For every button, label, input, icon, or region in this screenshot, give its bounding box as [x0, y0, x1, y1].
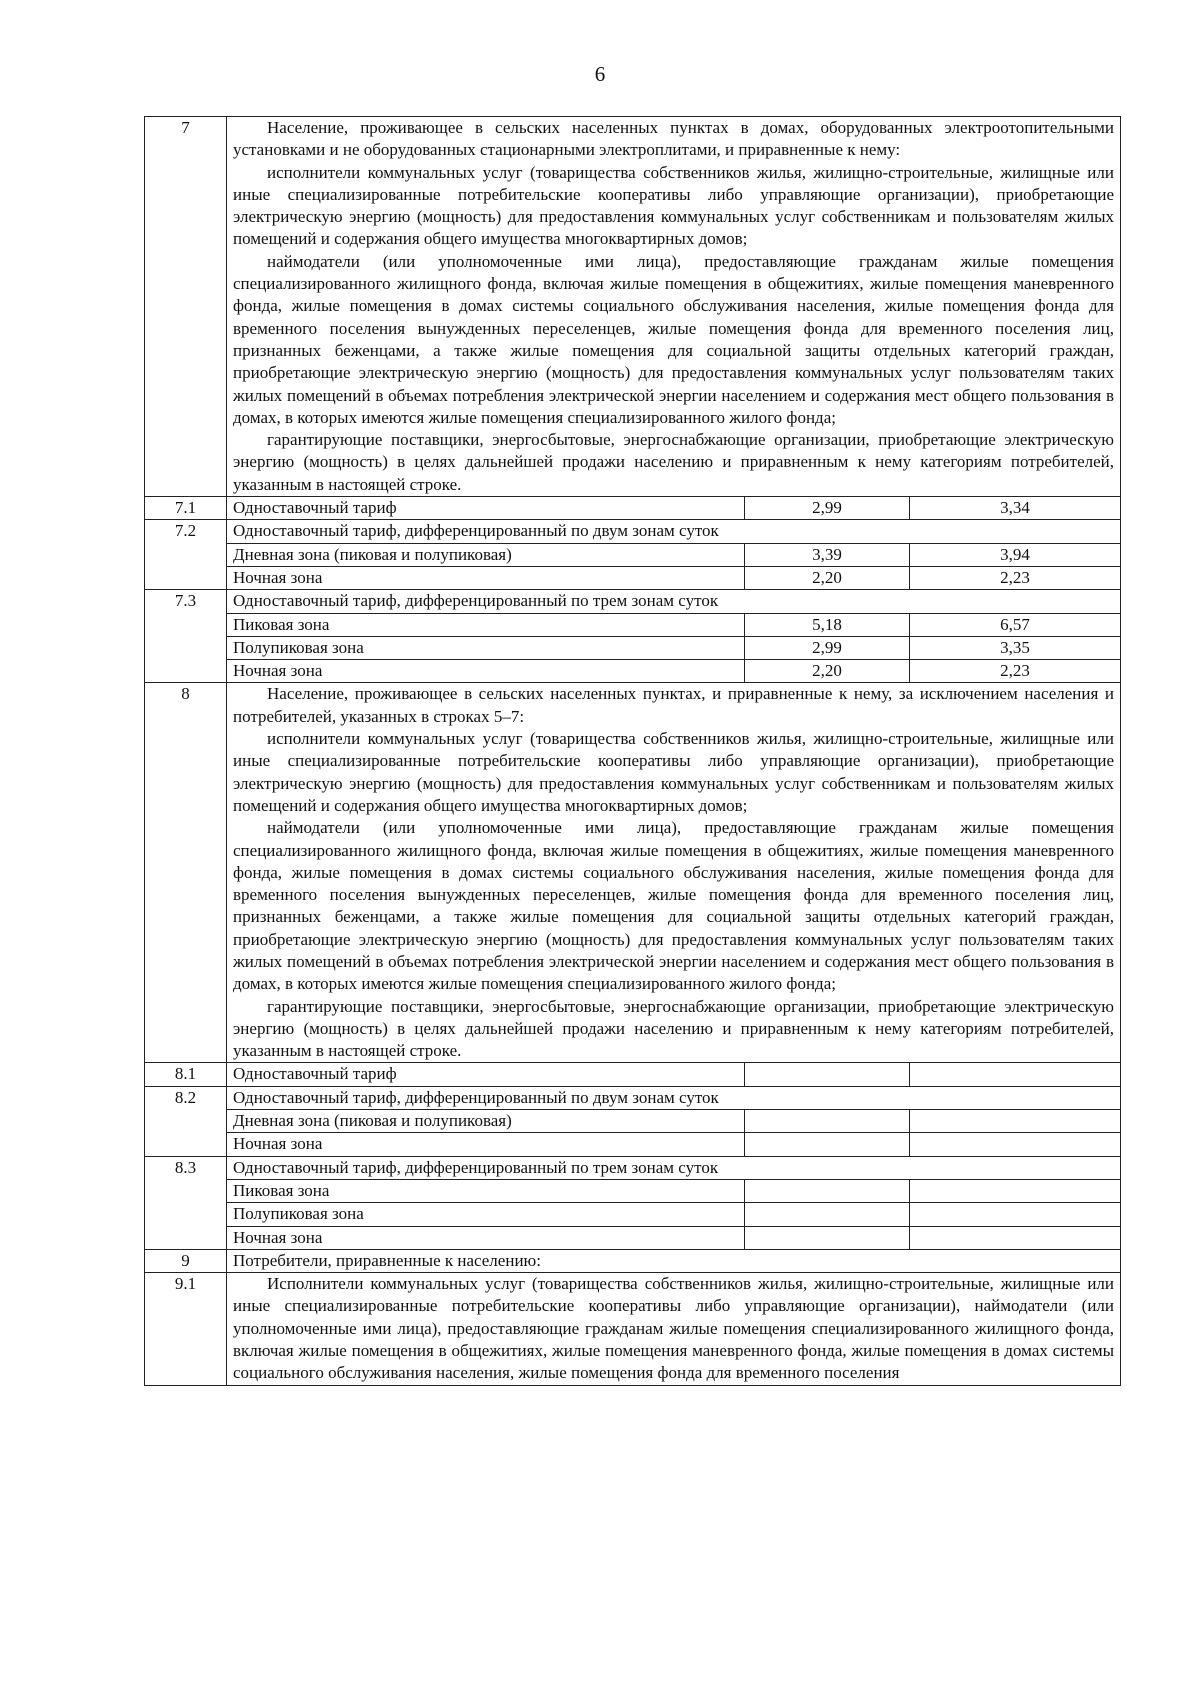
value-cell-2: 6,57	[910, 613, 1121, 636]
value-cell-1: 2,99	[745, 497, 910, 520]
value-cell-2	[910, 1133, 1121, 1156]
table-row	[145, 1156, 1121, 1179]
row-number: 7.3	[145, 590, 227, 683]
table-row	[145, 683, 1121, 1063]
paragraph: Исполнители коммунальных услуг (товарищества собственников жилья, жилищно-строительные, жилищные или иные специализированные потребительские кооперативы либо управляющие организации), наймодатели (или уполномоченные ими лица), предоставляющие гражданам жилые помещения специализированного жилищного фонда, включая жилые помещения в общежитиях, жилые помещения маневренного фонда, жилые помещения в домах системы социального обслуживания населения, жилые помещения фонда для временного поселения	[233, 1274, 1114, 1383]
table-row	[145, 543, 1121, 566]
value-cell-1: 2,99	[745, 636, 910, 659]
row-number: 8.1	[145, 1063, 227, 1086]
row-label: Одноставочный тариф, дифференцированный по двум зонам суток	[227, 1086, 1121, 1109]
value-cell-2	[910, 1063, 1121, 1086]
value-cell-2	[910, 1203, 1121, 1226]
zone-label: Ночная зона	[227, 660, 745, 683]
row-number: 8.3	[145, 1156, 227, 1249]
zone-label: Пиковая зона	[227, 1179, 745, 1202]
zone-label: Пиковая зона	[227, 613, 745, 636]
row-description	[227, 1273, 1121, 1385]
table-row	[145, 520, 1121, 543]
row-number: 7.1	[145, 497, 227, 520]
paragraph: Население, проживающее в сельских населенных пунктах, и приравненные к нему, за исключением населения и потребителей, указанных в строках 5–7:	[233, 684, 1114, 726]
zone-label: Полупиковая зона	[227, 636, 745, 659]
paragraph: гарантирующие поставщики, энергосбытовые, энергоснабжающие организации, приобретающие электрическую энергию (мощность) в целях дальнейшей продажи населению и приравненным к нему категориям потребителей, указанным в настоящей строке.	[233, 996, 1114, 1061]
table-row	[145, 1249, 1121, 1272]
value-cell-2: 2,23	[910, 566, 1121, 589]
paragraph: наймодатели (или уполномоченные ими лица), предоставляющие гражданам жилые помещения специализированного жилищного фонда, включая жилые помещения в общежитиях, жилые помещения маневренного фонда, жилые помещения в домах системы социального обслуживания населения, жилые помещения фонда для временного поселения вынужденных переселенцев, жилые помещения фонда для временного поселения лиц, признанных беженцами, а также жилые помещения для социальной защиты отдельных категорий граждан, приобретающие электрическую энергию (мощность) для предоставления коммунальных услуг пользователям таких жилых помещений в объемах потребления электрической энергии населением и содержания мест общего пользования в домах, в которых имеются жилые помещения специализированного жилого фонда;	[233, 251, 1114, 427]
value-cell-1: 5,18	[745, 613, 910, 636]
row-number: 7	[145, 117, 227, 497]
value-cell-1: 3,39	[745, 543, 910, 566]
zone-label: Ночная зона	[227, 566, 745, 589]
value-cell-1: 2,20	[745, 660, 910, 683]
value-cell-1	[745, 1133, 910, 1156]
zone-label: Дневная зона (пиковая и полупиковая)	[227, 1110, 745, 1133]
table-row	[145, 636, 1121, 659]
row-description	[227, 117, 1121, 497]
value-cell-1	[745, 1063, 910, 1086]
value-cell-2	[910, 1110, 1121, 1133]
row-number: 9.1	[145, 1273, 227, 1385]
value-cell-2	[910, 1226, 1121, 1249]
row-label: Одноставочный тариф	[227, 1063, 745, 1086]
table-row	[145, 590, 1121, 613]
table-row	[145, 566, 1121, 589]
zone-label: Полупиковая зона	[227, 1203, 745, 1226]
paragraph: исполнители коммунальных услуг (товарищества собственников жилья, жилищно-строительные, жилищные или иные специализированные потребительские кооперативы либо управляющие организации), приобретающие электрическую энергию (мощность) для предоставления коммунальных услуг собственникам и пользователям жилых помещений и содержания общего имущества многоквартирных домов;	[233, 729, 1114, 815]
value-cell-1	[745, 1179, 910, 1202]
paragraph: гарантирующие поставщики, энергосбытовые, энергоснабжающие организации, приобретающие электрическую энергию (мощность) в целях дальнейшей продажи населению и приравненным к нему категориям потребителей, указанным в настоящей строке.	[233, 430, 1114, 494]
row-label: Одноставочный тариф	[227, 497, 745, 520]
value-cell-1	[745, 1226, 910, 1249]
table-row	[145, 1273, 1121, 1385]
row-number: 8	[145, 683, 227, 1063]
table-row	[145, 117, 1121, 497]
page-number: 6	[594, 62, 606, 86]
table-row	[145, 1133, 1121, 1156]
table-row	[145, 1203, 1121, 1226]
value-cell-2: 3,34	[910, 497, 1121, 520]
paragraph: наймодатели (или уполномоченные ими лица), предоставляющие гражданам жилые помещения специализированного жилищного фонда, включая жилые помещения в общежитиях, жилые помещения маневренного фонда, жилые помещения в домах системы социального обслуживания населения, жилые помещения фонда для временного поселения вынужденных переселенцев, жилые помещения фонда для временного поселения лиц, признанных беженцами, а также жилые помещения для социальной защиты отдельных категорий граждан, приобретающие электрическую энергию (мощность) для предоставления коммунальных услуг пользователям таких жилых помещений в объемах потребления электрической энергии населением и содержания мест общего пользования в домах, в которых имеются жилые помещения специализированного жилого фонда;	[233, 818, 1114, 994]
table-row	[145, 497, 1121, 520]
paragraph: Население, проживающее в сельских населенных пунктах в домах, оборудованных электроотопительными установками и не оборудованных стационарными электроплитами, и приравненные к нему:	[233, 118, 1114, 160]
row-number: 7.2	[145, 520, 227, 590]
value-cell-1	[745, 1203, 910, 1226]
table-row	[145, 1226, 1121, 1249]
row-label: Одноставочный тариф, дифференцированный по трем зонам суток	[227, 1156, 1121, 1179]
value-cell-2	[910, 1179, 1121, 1202]
value-cell-2: 3,94	[910, 543, 1121, 566]
table-row	[145, 660, 1121, 683]
row-description	[227, 683, 1121, 1063]
table-row	[145, 613, 1121, 636]
row-number: 8.2	[145, 1086, 227, 1156]
table-row	[145, 1063, 1121, 1086]
value-cell-2: 2,23	[910, 660, 1121, 683]
row-number: 9	[145, 1249, 227, 1272]
zone-label: Ночная зона	[227, 1226, 745, 1249]
row-label: Потребители, приравненные к населению:	[227, 1249, 1121, 1272]
value-cell-1	[745, 1110, 910, 1133]
value-cell-2: 3,35	[910, 636, 1121, 659]
value-cell-1: 2,20	[745, 566, 910, 589]
row-label: Одноставочный тариф, дифференцированный по двум зонам суток	[227, 520, 1121, 543]
zone-label: Ночная зона	[227, 1133, 745, 1156]
tariff-table	[144, 116, 1121, 1386]
table-row	[145, 1086, 1121, 1109]
table-row	[145, 1110, 1121, 1133]
row-label: Одноставочный тариф, дифференцированный по трем зонам суток	[227, 590, 1121, 613]
zone-label: Дневная зона (пиковая и полупиковая)	[227, 543, 745, 566]
paragraph: исполнители коммунальных услуг (товарищества собственников жилья, жилищно-строительные, жилищные или иные специализированные потребительские кооперативы либо управляющие организации), приобретающие электрическую энергию (мощность) для предоставления коммунальных услуг собственникам и пользователям жилых помещений и содержания общего имущества многоквартирных домов;	[233, 162, 1114, 249]
table-row	[145, 1179, 1121, 1202]
